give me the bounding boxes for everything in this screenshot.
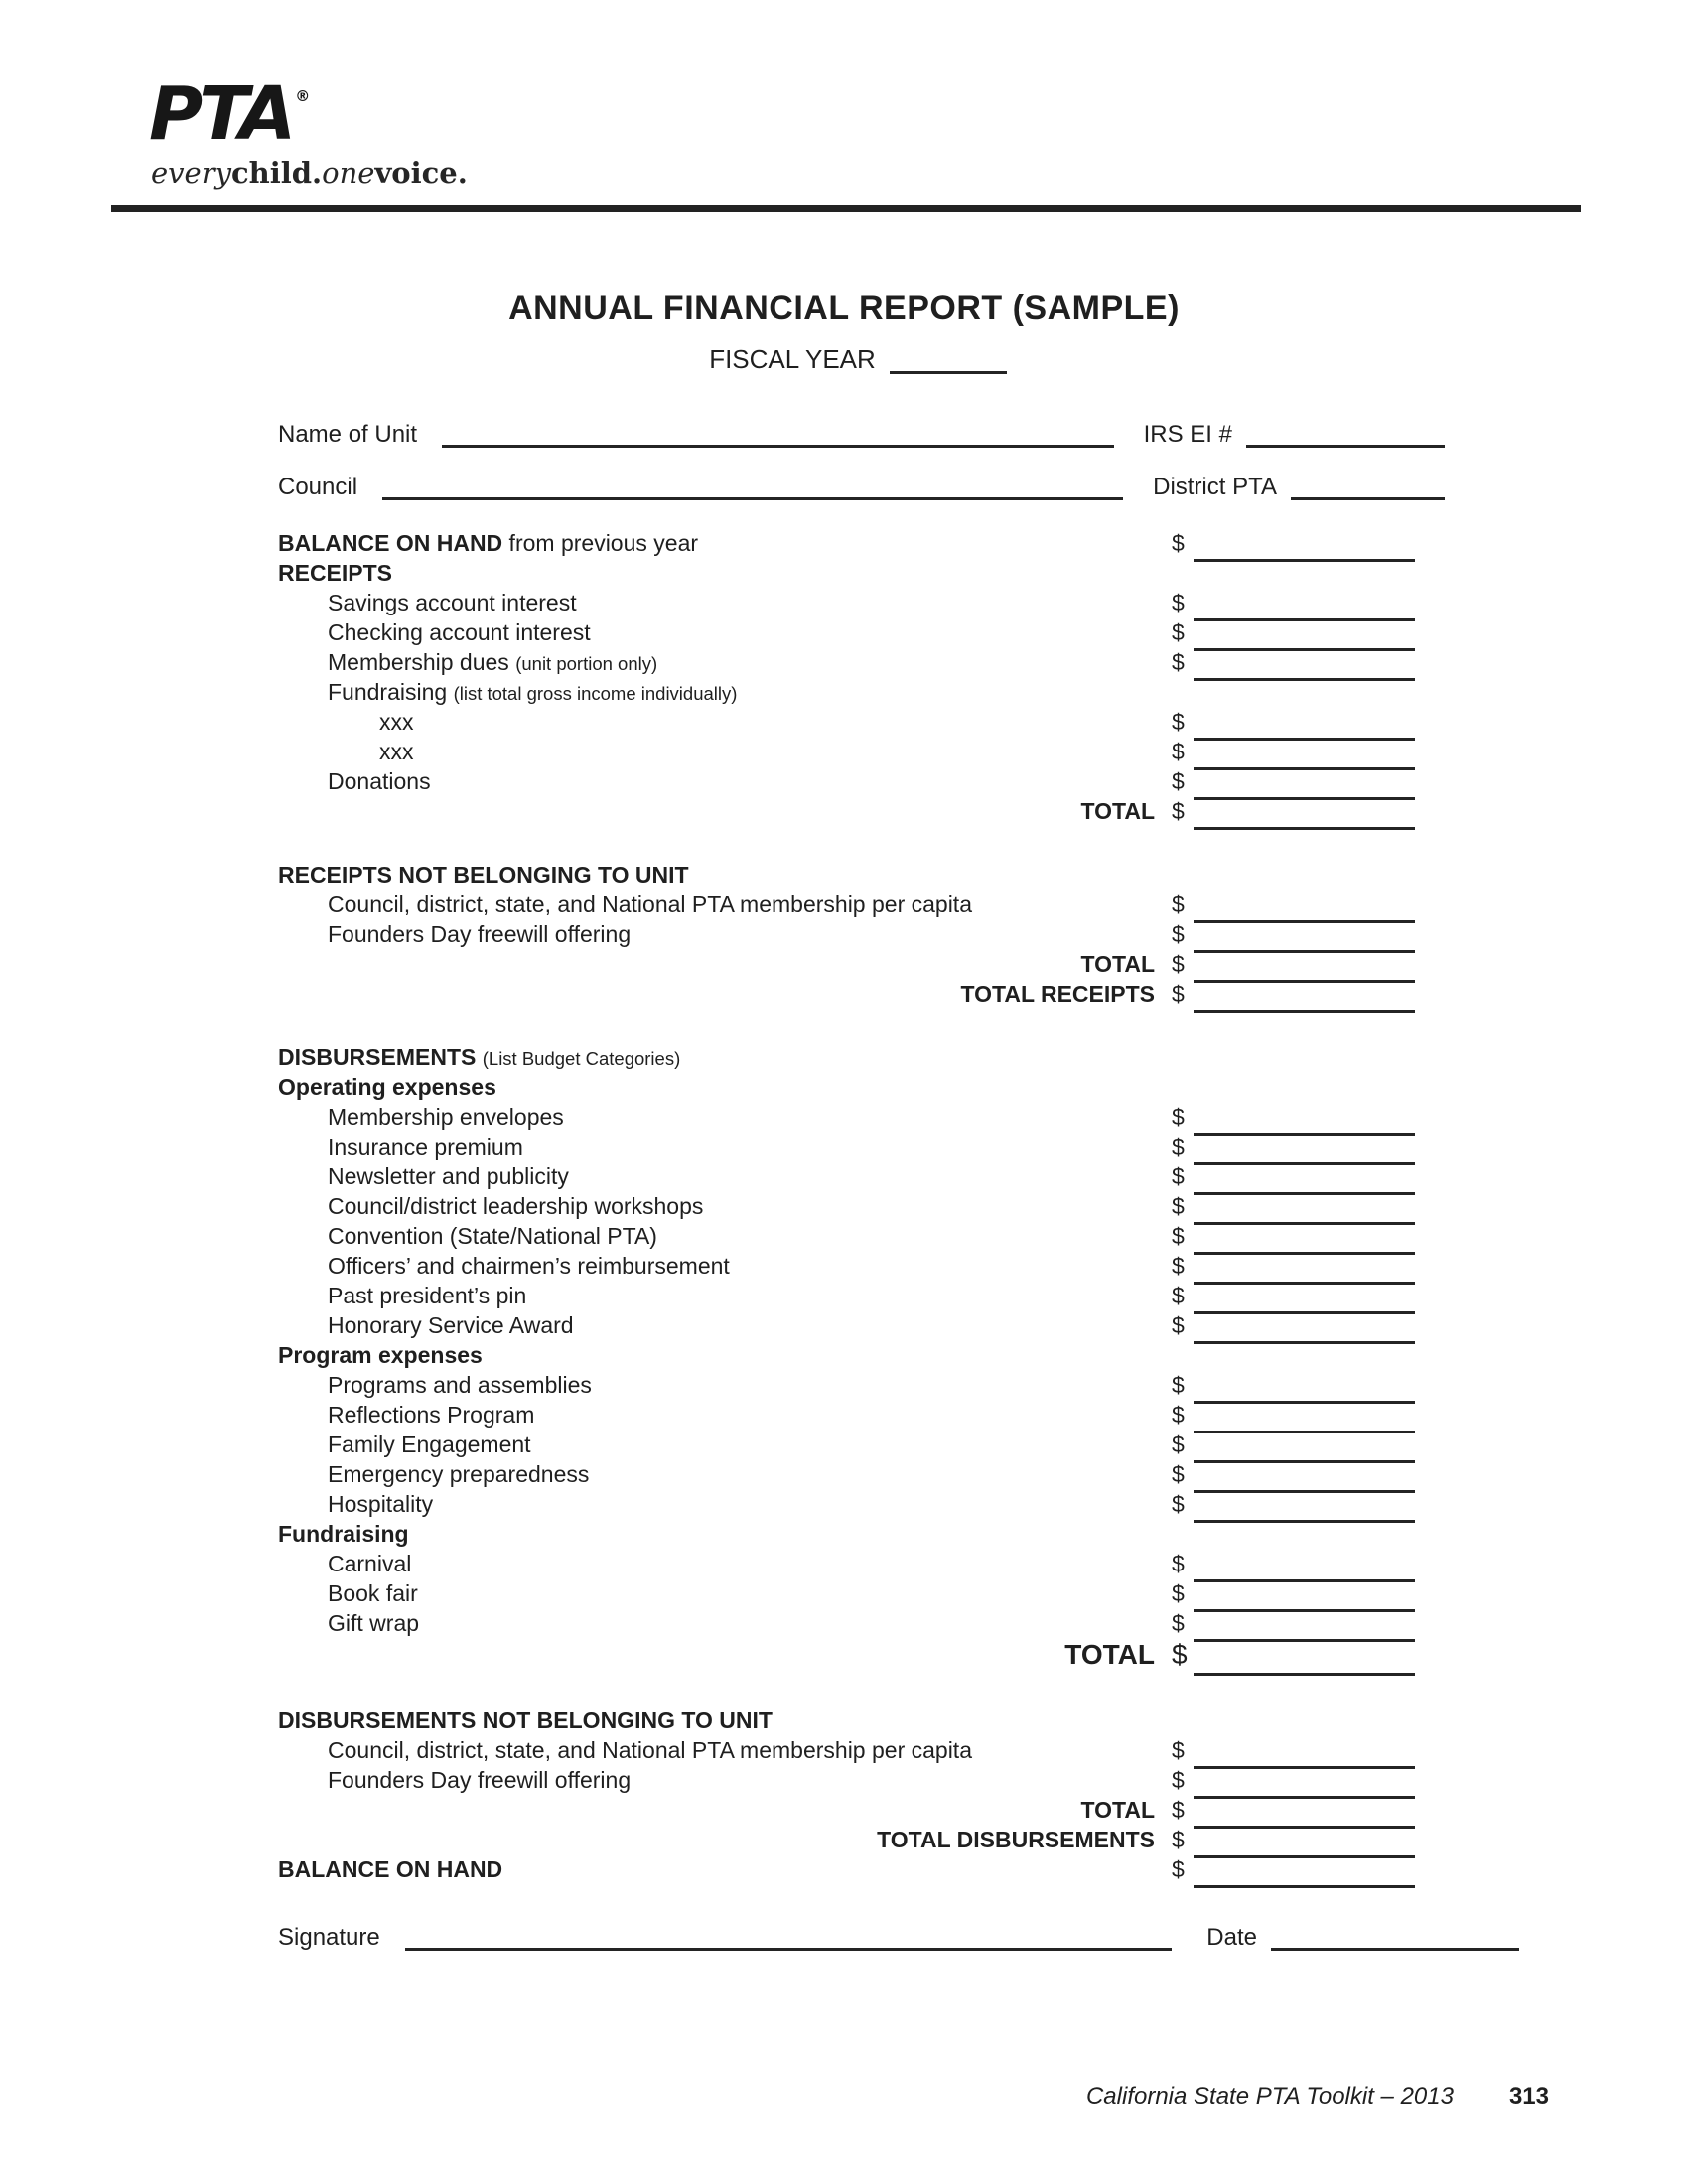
row-label (328, 1251, 730, 1281)
form-row (278, 1638, 1445, 1672)
row-label (328, 1735, 972, 1765)
total-label: TOTAL (1080, 951, 1155, 977)
row-label-segment: Officers’ and chairmen’s reimbursement (328, 1253, 730, 1279)
row-label-segment: from previous year (502, 530, 699, 556)
row-label (278, 1042, 680, 1074)
page-number: 313 (1508, 2083, 1549, 2110)
row-label (328, 1281, 526, 1310)
dollar-sign: $ (1172, 739, 1185, 764)
form-row (278, 707, 1445, 737)
fiscal-year-blank (890, 371, 1007, 374)
form-row (278, 1042, 1445, 1072)
row-label (328, 1370, 592, 1400)
row-label (328, 1102, 564, 1132)
signature-label: Signature (278, 1924, 380, 1951)
form-row (278, 1519, 1445, 1549)
form-row (278, 766, 1445, 796)
form-row (278, 1765, 1445, 1795)
dollar-sign: $ (1172, 1856, 1185, 1882)
row-label (278, 860, 689, 889)
header-rule (111, 205, 1581, 212)
row-label (328, 677, 737, 709)
form-row (278, 617, 1445, 647)
row-label (328, 1765, 631, 1795)
row-label-segment: (list total gross income individually) (453, 683, 738, 704)
name-of-unit-blank (442, 445, 1114, 448)
form-body (278, 528, 1445, 1884)
form-row (278, 1132, 1445, 1161)
row-label-segment: Honorary Service Award (328, 1312, 574, 1338)
row-label-segment: Council, district, state, and National PTA membership per capita (328, 1737, 972, 1763)
amount-field (1172, 1221, 1415, 1251)
dollar-sign: $ (1172, 1491, 1185, 1517)
row-label (278, 528, 698, 558)
form-row (278, 1400, 1445, 1430)
dollar-sign: $ (1172, 1639, 1188, 1670)
row-label-segment: Emergency preparedness (328, 1461, 590, 1487)
row-label (278, 1072, 496, 1102)
page-footer (1086, 2083, 1549, 2111)
dollar-sign: $ (1172, 590, 1185, 615)
amount-field (1172, 1281, 1415, 1310)
dollar-sign: $ (1172, 1104, 1185, 1130)
amount-field (1172, 889, 1415, 919)
form-row (278, 558, 1445, 588)
amount-field (1172, 1161, 1415, 1191)
amount-field (1172, 528, 1415, 558)
tagline-part: one (322, 156, 375, 190)
row-label-segment: Fundraising (328, 679, 454, 705)
form-row (278, 1795, 1445, 1825)
signature-blank (405, 1948, 1173, 1951)
row-label-segment: Convention (State/National PTA) (328, 1223, 657, 1249)
form-row (278, 1735, 1445, 1765)
dollar-sign: $ (1172, 1461, 1185, 1487)
dollar-sign: $ (1172, 981, 1185, 1007)
form-row (278, 1608, 1445, 1638)
row-label (328, 1161, 569, 1191)
dollar-sign: $ (1172, 1163, 1185, 1189)
dollar-sign: $ (1172, 768, 1185, 794)
form-row (278, 1706, 1445, 1735)
amount-blank (1194, 1010, 1415, 1013)
dollar-sign: $ (1172, 921, 1185, 947)
date-label: Date (1206, 1924, 1257, 1951)
row-label-segment: Council/district leadership workshops (328, 1193, 704, 1219)
form-row (278, 677, 1445, 707)
amount-field (1172, 1251, 1415, 1281)
pta-logo (149, 71, 468, 190)
row-label (328, 919, 631, 949)
amount-field (1172, 647, 1415, 677)
total-label: TOTAL (1080, 1797, 1155, 1823)
form-row (278, 1191, 1445, 1221)
dollar-sign: $ (1172, 1610, 1185, 1636)
amount-field (1172, 1430, 1415, 1459)
row-label-segment: Program expenses (278, 1342, 483, 1368)
row-label-segment: Hospitality (328, 1491, 434, 1517)
row-label (328, 766, 431, 796)
form-row (278, 919, 1445, 949)
row-label-segment: Carnival (328, 1551, 412, 1576)
row-label-segment: Programs and assemblies (328, 1372, 592, 1398)
amount-blank (1194, 1673, 1415, 1676)
dollar-sign: $ (1172, 1312, 1185, 1338)
row-label-segment: Reflections Program (328, 1402, 535, 1428)
logo-tagline (151, 156, 468, 190)
district-pta-label: District PTA (1153, 474, 1277, 500)
amount-field (1172, 979, 1415, 1009)
amount-blank (1194, 827, 1415, 830)
row-label-segment: Operating expenses (278, 1074, 496, 1100)
fiscal-year-row (14, 344, 1688, 375)
dollar-sign: $ (1172, 709, 1185, 735)
row-label (328, 617, 591, 647)
amount-field (1172, 1459, 1415, 1489)
amount-field (1172, 707, 1415, 737)
row-label-segment: BALANCE ON HAND (278, 530, 503, 556)
dollar-sign: $ (1172, 1402, 1185, 1428)
dollar-sign: $ (1172, 1737, 1185, 1763)
dollar-sign: $ (1172, 798, 1185, 824)
total-label: TOTAL (1080, 798, 1155, 824)
council-blank (382, 497, 1123, 500)
amount-field (1172, 737, 1415, 766)
row-label-segment: (unit portion only) (515, 653, 658, 674)
page-title: ANNUAL FINANCIAL REPORT (SAMPLE) (508, 289, 1180, 327)
footer-source: California State PTA Toolkit – 2013 (1085, 2083, 1454, 2110)
amount-field (1172, 796, 1415, 826)
registered-trademark-icon: ® (295, 87, 311, 105)
row-label (278, 558, 392, 588)
row-label (328, 1459, 589, 1489)
row-label (328, 1191, 703, 1221)
row-label-segment: Insurance premium (328, 1134, 523, 1160)
amount-field (1172, 766, 1415, 796)
amount-field (1172, 1735, 1415, 1765)
irs-ei-label: IRS EI # (1143, 421, 1232, 448)
amount-field (1172, 1638, 1415, 1672)
row-label (328, 1132, 523, 1161)
dollar-sign: $ (1172, 1551, 1185, 1576)
row-label-segment: RECEIPTS (278, 560, 393, 586)
amount-field (1172, 1765, 1415, 1795)
row-label (328, 889, 972, 919)
row-label-segment: Fundraising (278, 1521, 409, 1547)
row-label (328, 588, 577, 617)
form-row (278, 1549, 1445, 1578)
dollar-sign: $ (1172, 1372, 1185, 1398)
form-row (278, 1825, 1445, 1854)
row-label (278, 1706, 773, 1735)
signature-row (278, 1924, 1519, 1952)
form-row (278, 1430, 1445, 1459)
form-row (278, 1578, 1445, 1608)
form-row (278, 1310, 1445, 1340)
form-row (278, 979, 1445, 1009)
form-row (278, 1251, 1445, 1281)
amount-field (1172, 1370, 1415, 1400)
row-label-segment: Savings account interest (328, 590, 577, 615)
amount-field (1172, 919, 1415, 949)
row-label-segment: Membership envelopes (328, 1104, 564, 1130)
row-label-segment: Membership dues (328, 649, 516, 675)
form-row (278, 1854, 1445, 1884)
row-label-segment: xxx (379, 709, 414, 735)
amount-field (1172, 1132, 1415, 1161)
dollar-sign: $ (1172, 619, 1185, 645)
amount-field (1172, 1310, 1415, 1340)
row-label-segment: Past president’s pin (328, 1283, 527, 1308)
form-row (278, 588, 1445, 617)
dollar-sign: $ (1172, 1767, 1185, 1793)
dollar-sign: $ (1172, 649, 1185, 675)
dollar-sign: $ (1172, 1827, 1185, 1852)
row-label-segment: DISBURSEMENTS NOT BELONGING TO UNIT (278, 1707, 773, 1733)
row-label-segment: Checking account interest (328, 619, 591, 645)
row-label (328, 1400, 534, 1430)
dollar-sign: $ (1172, 1580, 1185, 1606)
form-row (278, 860, 1445, 889)
row-label-segment: Newsletter and publicity (328, 1163, 569, 1189)
form-row (278, 949, 1445, 979)
form-row (278, 889, 1445, 919)
form-row (278, 737, 1445, 766)
amount-field (1172, 1825, 1415, 1854)
amount-field (1172, 1102, 1415, 1132)
form-row (278, 647, 1445, 677)
row-label-segment: xxx (379, 739, 414, 764)
row-label-segment: Family Engagement (328, 1432, 531, 1457)
amount-field (1172, 1608, 1415, 1638)
amount-field (1172, 1795, 1415, 1825)
dollar-sign: $ (1172, 891, 1185, 917)
dollar-sign: $ (1172, 1134, 1185, 1160)
form-row (278, 1281, 1445, 1310)
row-label (328, 1608, 419, 1638)
form-row (278, 1102, 1445, 1132)
dollar-sign: $ (1172, 1253, 1185, 1279)
row-label (328, 1489, 433, 1519)
tagline-part: child. (230, 156, 323, 190)
row-label (328, 1578, 418, 1608)
dollar-sign: $ (1172, 951, 1185, 977)
row-label (379, 737, 414, 766)
row-label-segment: Gift wrap (328, 1610, 420, 1636)
form-row (278, 1072, 1445, 1102)
row-label-segment: (List Budget Categories) (482, 1048, 681, 1069)
dollar-sign: $ (1172, 1223, 1185, 1249)
row-label-segment: Book fair (328, 1580, 418, 1606)
amount-blank (1194, 1885, 1415, 1888)
row-label (278, 1854, 502, 1884)
council-label: Council (278, 474, 358, 500)
dollar-sign: $ (1172, 1797, 1185, 1823)
total-label: TOTAL (1064, 1639, 1155, 1670)
amount-field (1172, 617, 1415, 647)
row-label-segment: Founders Day freewill offering (328, 921, 632, 947)
row-label-segment: Founders Day freewill offering (328, 1767, 632, 1793)
row-label (328, 1549, 411, 1578)
total-label: TOTAL DISBURSEMENTS (877, 1827, 1155, 1852)
form-row (278, 1340, 1445, 1370)
row-label-segment: Council, district, state, and National PTA membership per capita (328, 891, 972, 917)
total-label: TOTAL RECEIPTS (960, 981, 1155, 1007)
row-label-segment: Donations (328, 768, 431, 794)
row-label-segment: BALANCE ON HAND (278, 1856, 503, 1882)
form-row (278, 1489, 1445, 1519)
row-label (328, 1310, 574, 1340)
form-row (278, 1161, 1445, 1191)
row-label (328, 647, 657, 679)
unit-info-row (278, 421, 1445, 449)
row-label-segment: RECEIPTS NOT BELONGING TO UNIT (278, 862, 689, 887)
name-of-unit-label: Name of Unit (278, 421, 418, 448)
amount-field (1172, 949, 1415, 979)
dollar-sign: $ (1172, 530, 1185, 556)
amount-field (1172, 1549, 1415, 1578)
form-row (278, 1221, 1445, 1251)
fiscal-year-label: FISCAL YEAR (709, 344, 876, 374)
amount-field (1172, 1578, 1415, 1608)
row-label (278, 1340, 483, 1370)
form-row (278, 528, 1445, 558)
date-blank (1271, 1948, 1519, 1951)
tagline-part: voice. (374, 156, 468, 190)
dollar-sign: $ (1172, 1432, 1185, 1457)
row-label (278, 1519, 409, 1549)
row-label (328, 1430, 531, 1459)
form-row (278, 1370, 1445, 1400)
amount-field (1172, 588, 1415, 617)
amount-field (1172, 1400, 1415, 1430)
tagline-part: every (151, 156, 231, 190)
dollar-sign: $ (1172, 1283, 1185, 1308)
district-pta-blank (1291, 497, 1445, 500)
row-label-segment: DISBURSEMENTS (278, 1044, 483, 1070)
row-label (328, 1221, 657, 1251)
irs-ei-blank (1246, 445, 1445, 448)
council-info-row (278, 474, 1445, 501)
form-row (278, 796, 1445, 826)
amount-field (1172, 1854, 1415, 1884)
form-row (278, 1459, 1445, 1489)
amount-field (1172, 1191, 1415, 1221)
amount-field (1172, 1489, 1415, 1519)
dollar-sign: $ (1172, 1193, 1185, 1219)
row-label (379, 707, 414, 737)
pta-logo-wordmark: PTA ® (149, 71, 311, 157)
